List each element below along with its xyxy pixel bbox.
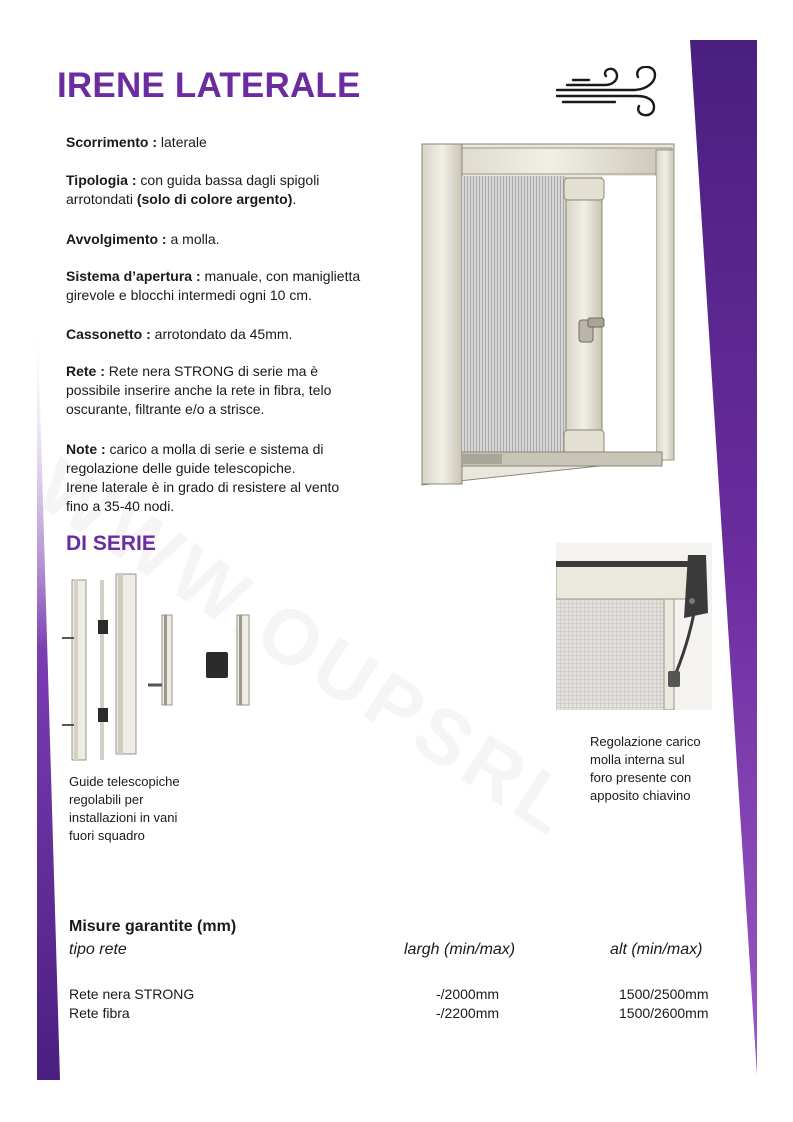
spec-sistema-apertura: Sistema d’apertura : manuale, con maniglietta girevole e blocchi intermedi ogni 10 cm. — [66, 268, 361, 303]
spec-cassonetto: Cassonetto : arrotondato da 45mm. — [66, 326, 293, 342]
table-row-2-width: -/2200mm — [436, 1005, 500, 1021]
page-title: IRENE LATERALE — [57, 66, 361, 105]
caption-spring-regulation: Regolazione carico molla interna sul foro presente con apposito chiavino — [590, 734, 701, 803]
table-row-2-height: 1500/2600mm — [619, 1005, 709, 1021]
spec-tipologia: Tipologia : con guida bassa dagli spigoli arrotondati (solo di colore argento). — [66, 172, 320, 207]
spring-regulation-image — [556, 543, 712, 710]
product-image-irene-laterale — [416, 140, 678, 490]
caption-guides: Guide telescopiche regolabili per installazioni in vani fuori squadro — [69, 774, 180, 843]
spec-scorrimento: Scorrimento : laterale — [66, 134, 207, 150]
section-title-di-serie: DI SERIE — [66, 532, 156, 555]
table-row-1-width: -/2000mm — [436, 986, 500, 1002]
telescopic-guides-image — [62, 570, 257, 765]
spec-note: Note : carico a molla di serie e sistema di regolazione delle guide telescopiche. Irene laterale è in grado di resistere al vento fino a 35-40 nodi. — [66, 441, 340, 514]
table-header-largh: largh (min/max) — [404, 941, 516, 958]
table-title: Misure garantite (mm) — [69, 918, 237, 935]
table-row-1-type: Rete nera STRONG — [69, 986, 195, 1002]
table-row-2-type: Rete fibra — [69, 1005, 130, 1021]
spec-avvolgimento: Avvolgimento : a molla. — [66, 231, 220, 247]
table-header-tipo-rete: tipo rete — [69, 941, 127, 958]
table-row-1-height: 1500/2500mm — [619, 986, 709, 1002]
table-header-alt: alt (min/max) — [610, 941, 703, 958]
wind-icon — [555, 66, 665, 120]
spec-rete: Rete : Rete nera STRONG di serie ma è possibile inserire anche la rete in fibra, telo oscurante, filtrante e/o a strisce. — [66, 363, 332, 417]
